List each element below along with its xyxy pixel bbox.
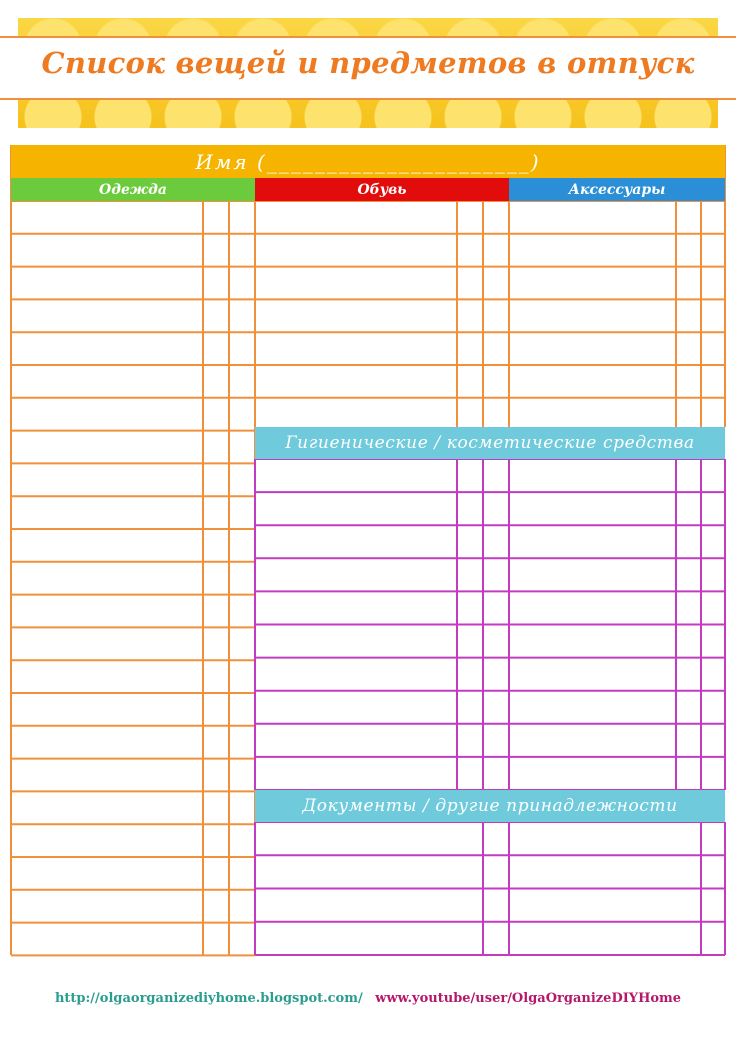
blog-link[interactable]: http://olgaorganizediyhome.blogspot.com/ xyxy=(54,991,363,1006)
section-hygiene: Гигиенические / косметические средства xyxy=(255,427,725,459)
category-shoes: Обувь xyxy=(255,178,509,201)
section-documents: Документы / другие принадлежности xyxy=(255,790,725,822)
page-title: Список вещей и предметов в отпуск xyxy=(41,46,695,80)
youtube-link[interactable]: www.youtube/user/OlgaOrganizeDIYHome xyxy=(375,991,682,1006)
category-accessories: Аксессуары xyxy=(509,178,725,201)
footer-links xyxy=(0,991,736,1006)
category-clothes: Одежда xyxy=(11,178,255,201)
name-field[interactable]: Имя (______________________) xyxy=(11,145,725,178)
